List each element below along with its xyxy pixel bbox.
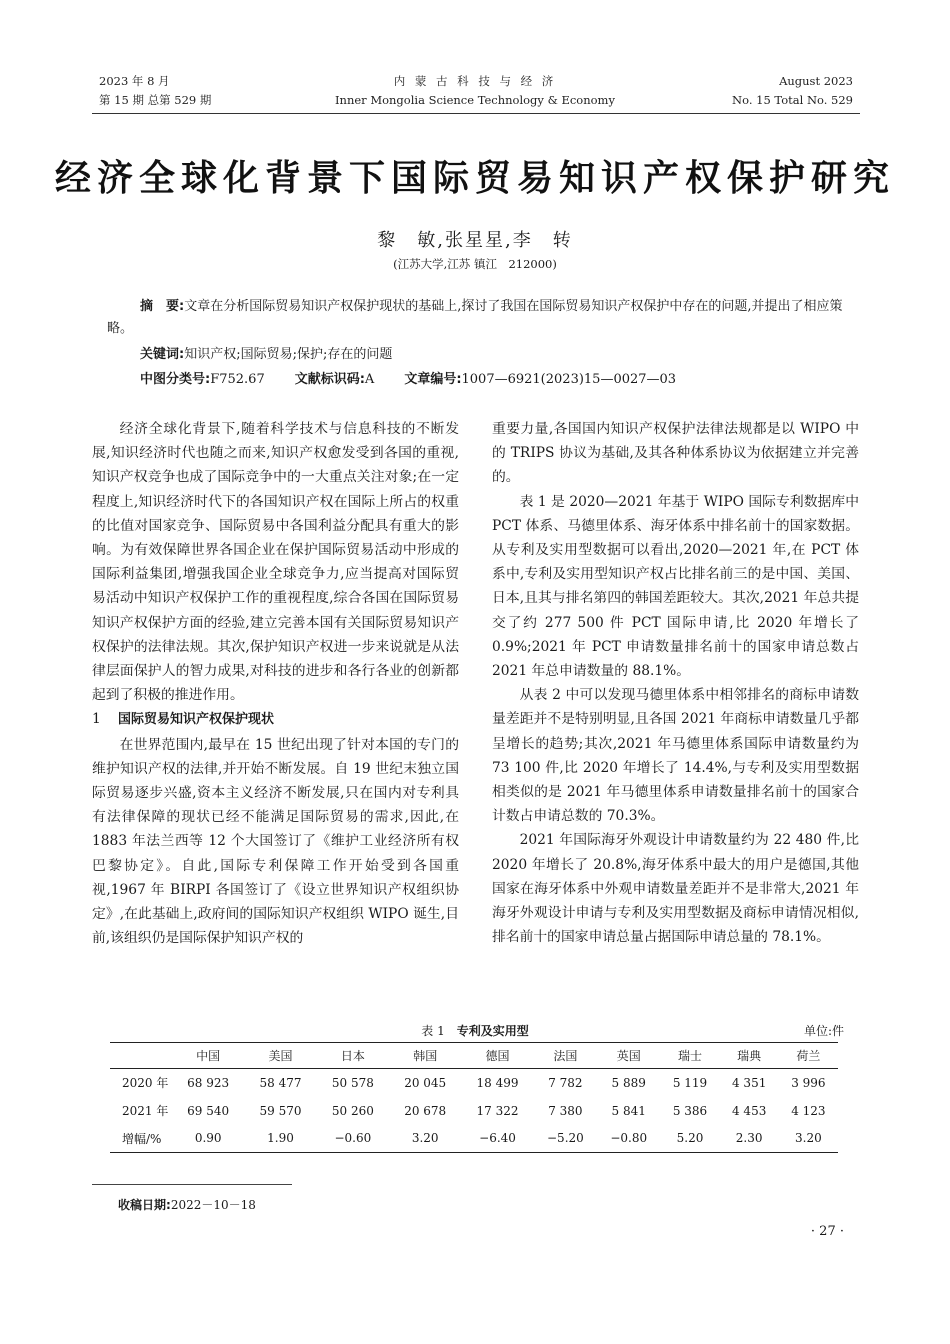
- footnote: [118, 1196, 256, 1213]
- table-cell: 50 578: [331, 1075, 374, 1090]
- body-column-right: [492, 417, 859, 949]
- table-cell: 59 570: [259, 1103, 302, 1118]
- table-cell: 50 260: [331, 1103, 374, 1118]
- table-header-row: [110, 1043, 838, 1069]
- table-cell: −6.40: [461, 1125, 533, 1153]
- body-paragraph: 重要力量,各国国内知识产权保护法律法规都是以 WIPO 中的 TRIPS 协议为基础,及其各种体系协议为依据建立并完善的。: [492, 421, 859, 486]
- body-paragraph: 表 1 是 2020—2021 年基于 WIPO 国际专利数据库中 PCT 体系、马德里体系、海牙体系中排名前十的国家数据。从专利及实用型数据可以看出,2020—2021 年,在 PCT 体系中,专利及实用型知识产权占比排名前三的是中国、美国、日本,且其与排名第四的韩国差距较大。其次,2021 年总共提交了约 277 500 件 PCT 国际申请,比 2020 年增长了 0.9%;2021 年 PCT 申请数量排名前十的国家申请总数占 2021 年总申请数量的 88.1%。: [492, 493, 859, 680]
- header-right: [732, 72, 853, 110]
- table-cell: 7 380: [548, 1103, 583, 1118]
- table-column-header: 美国: [244, 1043, 316, 1069]
- table-cell: 18 499: [476, 1075, 519, 1090]
- header-date-en: August 2023: [779, 74, 853, 88]
- header-issue-en: No. 15 Total No. 529: [732, 93, 853, 107]
- section-title: 国际贸易知识产权保护现状: [118, 712, 275, 728]
- table-cell: 4 123: [791, 1103, 826, 1118]
- patent-table: [110, 1042, 838, 1153]
- table-column-header: 中国: [172, 1043, 244, 1069]
- table-cell: 3.20: [389, 1125, 461, 1153]
- table-cell: 69 540: [187, 1103, 230, 1118]
- body-paragraph: 经济全球化背景下,随着科学技术与信息科技的不断发展,知识经济时代也随之而来,知识产权愈发受到各国的重视,知识产权竞争也成了国际竞争中的一大重点关注对象;在一定程度上,知识经济时代下的各国知识产权在国际上所占的权重的比值对国家竞争、国际贸易中各国利益分配具有重大的影响。为有效保障世界各国企业在保护国际贸易活动中形成的国际利益集团,增强我国企业全球竞争力,应当提高对国际贸易活动中知识产权保护工作的重视程度,综合各国在国际贸易知识产权保护方面的经验,建立完善本国有关国际贸易知识产权保护的法律法规。其次,保护知识产权进一步来说就是从法律层面保护人的智力成果,对科技的进步和各行各业的创新都起到了积极的推进作用。: [92, 421, 459, 704]
- table-column-header: 日本: [317, 1043, 389, 1069]
- keywords-label: 关键词:: [140, 347, 185, 362]
- table-row-label: 2021 年: [122, 1104, 169, 1118]
- table-column-header: 德国: [461, 1043, 533, 1069]
- article-affiliation: (江苏大学,江苏 镇江 212000): [393, 257, 557, 271]
- received-date-value: 2022－10－18: [170, 1198, 256, 1212]
- table-cell: 20 678: [404, 1103, 447, 1118]
- clc-value: F752.67: [210, 372, 265, 387]
- body-paragraph: 从表 2 中可以发现马德里体系中相邻排名的商标申请数量差距并不是特别明显,且各国 2021 年商标申请数量几乎都呈增长的趋势;其次,2021 年马德里体系国际申请数量约为 73 100 件,比 2020 年增长了 14.4%,与专利及实用型数据相类似的是 2021 年马德里体系申请数量排名前十的国家合计数占申请总数的 70.3%。: [492, 687, 859, 825]
- table-cell: 1.90: [244, 1125, 316, 1153]
- table-corner-cell: [110, 1043, 172, 1069]
- table-cell: 2.30: [720, 1125, 779, 1153]
- body-paragraph: 在世界范围内,最早在 15 世纪出现了针对本国的专门的维护知识产权的法律,并开始不断发展。自 19 世纪末独立国际贸易逐步兴盛,资本主义经济不断发展,只在国内对专利具有法律保障的现状已经不能满足国际贸易的需求,因此,在 1883 年法兰西等 12 个大国签订了《维护工业经济所有权巴黎协定》。自此,国际专利保障工作开始受到各国重视,1967 年 BIRPI 各国签订了《设立世界知识产权组织协定》,在此基础上,政府间的国际知识产权组织 WIPO 诞生,目前,该组织仍是国际保护知识产权的: [92, 736, 459, 947]
- table-caption-title: 专利及实用型: [456, 1024, 529, 1038]
- section-number: 1: [92, 711, 101, 728]
- article-title: 经济全球化背景下国际贸易知识产权保护研究: [54, 158, 895, 199]
- body-column-left: [92, 417, 459, 950]
- table-cell: −0.60: [317, 1125, 389, 1153]
- article-number-value: 1007—6921(2023)15—0027—03: [461, 372, 677, 387]
- table-cell: 4 351: [731, 1075, 767, 1090]
- table-cell: −5.20: [534, 1125, 597, 1153]
- table-cell: 58 477: [259, 1075, 302, 1090]
- table-cell: −0.80: [597, 1125, 660, 1153]
- doc-code-value: A: [364, 372, 375, 387]
- table-cell: 68 923: [187, 1075, 230, 1090]
- table-cell: 7 782: [548, 1075, 583, 1090]
- body-paragraph: 2021 年国际海牙外观设计申请数量约为 22 480 件,比 2020 年增长了 20.8%,海牙体系中最大的用户是德国,其他国家在海牙体系中外观申请数量差距并不是非常大,2021 年海牙外观设计申请与专利及实用型数据及商标申请情况相似,排名前十的国家申请总量占据国际申请总量的 78.1%。: [492, 832, 859, 946]
- table-column-header: 瑞典: [720, 1043, 779, 1069]
- article-authors: 黎 敏,张星星,李 转: [377, 230, 573, 251]
- table-cell: 3.20: [779, 1125, 838, 1153]
- table-caption-number: 表 1: [421, 1024, 445, 1038]
- table-column-header: 瑞士: [660, 1043, 719, 1069]
- table-row: [110, 1097, 838, 1125]
- table-cell: 0.90: [172, 1125, 244, 1153]
- journal-name-en: Inner Mongolia Science Technology & Economy: [335, 93, 615, 107]
- doc-code-label: 文献标识码:: [294, 372, 365, 387]
- article-number-label: 文章编号:: [404, 372, 462, 387]
- table-cell: 5 119: [672, 1075, 708, 1090]
- table-column-header: 韩国: [389, 1043, 461, 1069]
- keywords-text: 知识产权;国际贸易;保护;存在的问题: [184, 347, 393, 362]
- table-row: [110, 1069, 838, 1097]
- clc-label: 中图分类号:: [140, 372, 211, 387]
- header-date: 2023 年 8 月: [99, 74, 170, 88]
- table-column-header: 英国: [597, 1043, 660, 1069]
- header-issue: 第 15 期 总第 529 期: [99, 93, 212, 107]
- classification-line: [140, 369, 676, 391]
- journal-name-cn: 内 蒙 古 科 技 与 经 济: [393, 74, 557, 88]
- table-cell: 5 841: [611, 1103, 646, 1118]
- table-column-header: 荷兰: [779, 1043, 838, 1069]
- keywords: [140, 344, 392, 366]
- table-row-label: 2020 年: [122, 1076, 169, 1091]
- footnote-divider: [92, 1184, 292, 1185]
- table-row-label: 增幅/%: [110, 1125, 172, 1153]
- table-column-header: 法国: [534, 1043, 597, 1069]
- table-row: [110, 1125, 838, 1153]
- abstract-text: 文章在分析国际贸易知识产权保护现状的基础上,探讨了我国在国际贸易知识产权保护中存在的问题,并提出了相应策略。: [107, 299, 843, 336]
- table-cell: 4 453: [731, 1103, 767, 1118]
- table-cell: 5 889: [611, 1075, 646, 1090]
- abstract: [107, 296, 849, 340]
- page-number: · 27 ·: [810, 1224, 844, 1239]
- header-divider: [92, 113, 860, 114]
- table-cell: 3 996: [791, 1075, 826, 1090]
- abstract-label: 摘 要:: [140, 299, 185, 314]
- table-cell: 5.20: [660, 1125, 719, 1153]
- received-date-label: 收稿日期:: [118, 1198, 171, 1212]
- table-unit: 单位:件: [803, 1024, 844, 1038]
- table-cell: 5 386: [672, 1103, 708, 1118]
- table-cell: 20 045: [404, 1075, 447, 1090]
- section-heading: [92, 707, 459, 732]
- table-cell: 17 322: [476, 1103, 519, 1118]
